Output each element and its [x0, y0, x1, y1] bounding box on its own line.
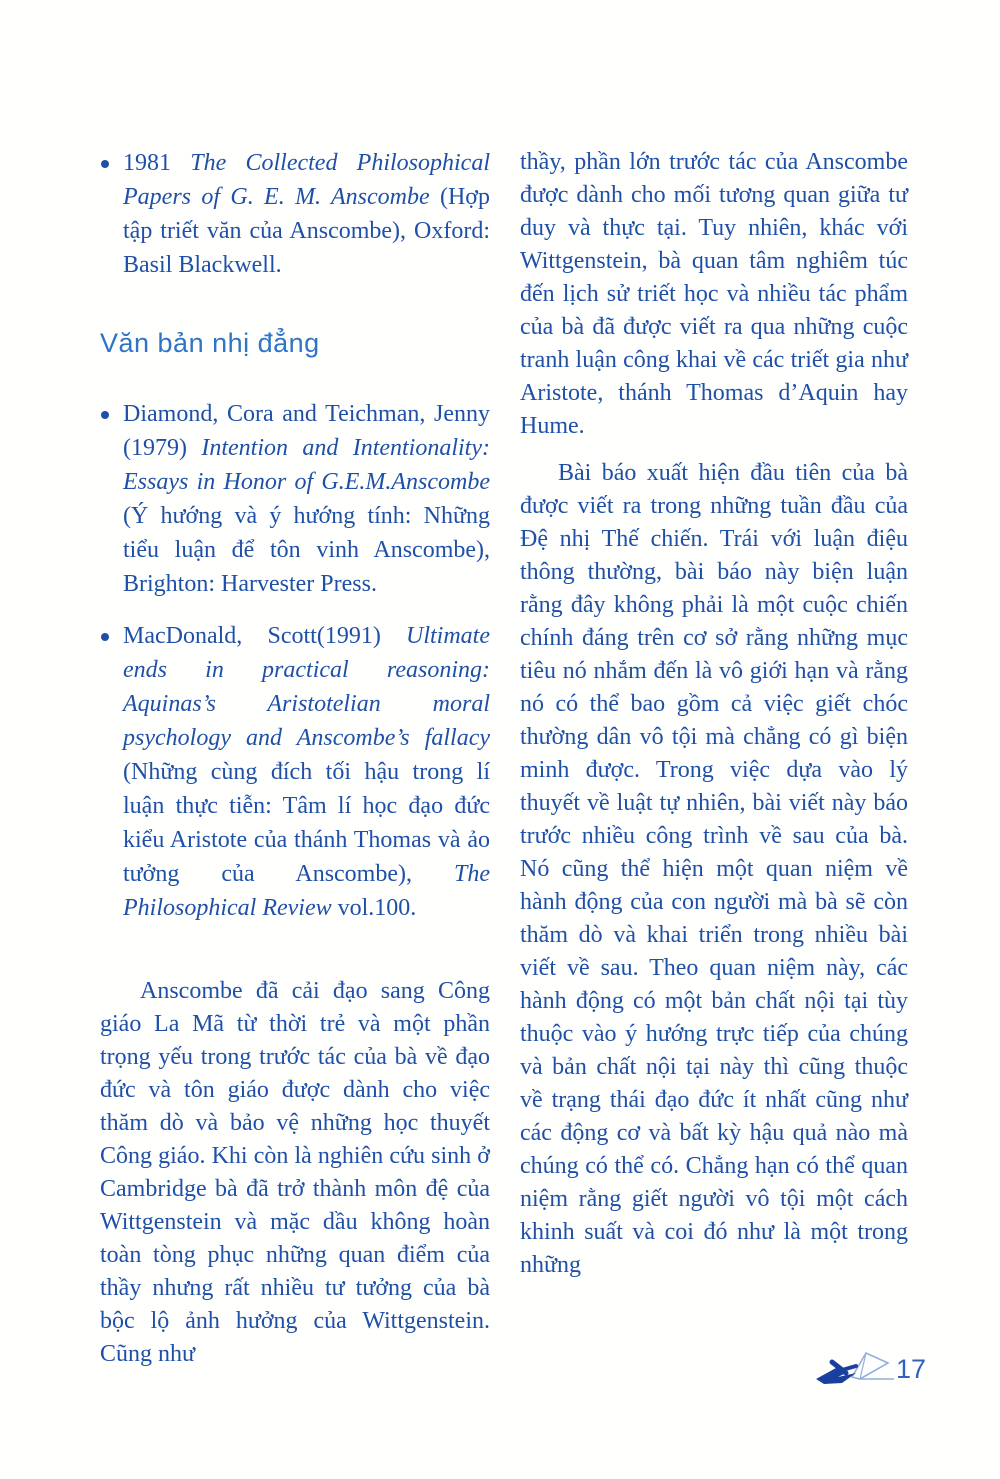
bullet-icon	[101, 411, 109, 419]
page-content	[100, 146, 910, 1371]
bibliography-entry-text: Diamond, Cora and Teichman, Jenny (1979) Intention and Intentionality: Essays in Honor of G.E.M.Anscombe (Ý hướng và ý hướng tính: Những tiểu luận để tôn vinh Anscombe), Brighton: Harvester Press.	[123, 401, 490, 597]
page-footer	[812, 1346, 926, 1392]
section-heading: Văn bản nhị đẳng	[100, 328, 320, 358]
secondary-bibliography-list	[100, 397, 490, 925]
bibliography-entry	[100, 146, 490, 282]
bibliography-entry-text: 1981 The Collected Philosophical Papers of G. E. M. Anscombe (Hợp tập triết văn của Anscombe), Oxford: Basil Blackwell.	[123, 150, 490, 278]
body-paragraph: Bài báo xuất hiện đầu tiên của bà được viết ra trong những tuần đầu của Đệ nhị Thế chiến. Trái với luận điệu thông thường, bài báo này biện luận rằng đây không phải là một cuộc chiến chính đáng trên cơ sở rằng những mục tiêu nó nhắm đến là vô giới hạn và rằng nó có thể bao gồm cả việc giết chóc thường dân vô tội mà chẳng có gì biện minh được. Trong việc dựa vào lý thuyết về luật tự nhiên, bài viết này báo trước nhiều công trình về sau của bà. Nó cũng thể hiện một quan niệm về hành động của con người mà bà sẽ còn thăm dò và khai triển trong nhiều bài viết về sau. Theo quan niệm này, các hành động có một bản chất nội tại tùy thuộc vào ý hướng trực tiếp của chúng và bản chất nội tại này thì cũng thuộc về trạng thái đạo đức ít nhất cũng như các động cơ và bất kỳ hậu quả nào mà chúng có thể có. Chẳng hạn có thể quan niệm rằng giết người vô tội một cách khinh suất và coi đó như là một trong những	[520, 460, 908, 1278]
page-number: 17	[895, 1353, 926, 1384]
body-paragraph: Anscombe đã cải đạo sang Công giáo La Mã từ thời trẻ và một phần trọng yếu trong trước tác của bà về đạo đức và tôn giáo được dành cho việc thăm dò và bảo vệ những học thuyết Công giáo. Khi còn là nghiên cứu sinh ở Cambridge bà đã trở thành môn đệ của Wittgenstein và mặc dầu không hoàn toàn tòng phục những quan điểm của thầy nhưng rất nhiều tư tưởng của bà bộc lộ ảnh hưởng của Wittgenstein. Cũng như	[100, 978, 490, 1367]
primary-bibliography-list	[100, 146, 490, 282]
right-column	[520, 146, 908, 1371]
bibliography-entry-text: MacDonald, Scott(1991) Ultimate ends in practical reasoning: Aquinas’s Aristotelian moral psychology and Anscombe’s fallacy (Những cùng đích tối hậu trong lí luận thực tiễn: Tâm lí học đạo đức kiểu Aristote của thánh Thomas và ảo tưởng của Anscombe), The Philosophical Review vol.100.	[123, 623, 490, 921]
bird-kite-ornament-icon	[812, 1346, 894, 1392]
body-paragraph-continuation: thầy, phần lớn trước tác của Anscombe được dành cho mối tương quan giữa tư duy và thực tại. Tuy nhiên, khác với Wittgenstein, bà quan tâm nghiêm túc đến lịch sử triết học và nhiều tác phẩm của bà đã được viết ra qua những cuộc tranh luận công khai về các triết gia như Aristote, thánh Thomas d’Aquin hay Hume.	[520, 149, 908, 439]
bullet-icon	[101, 633, 109, 641]
bullet-icon	[101, 160, 109, 168]
bibliography-entry	[100, 619, 490, 925]
left-column	[100, 146, 490, 1371]
bibliography-entry	[100, 397, 490, 601]
